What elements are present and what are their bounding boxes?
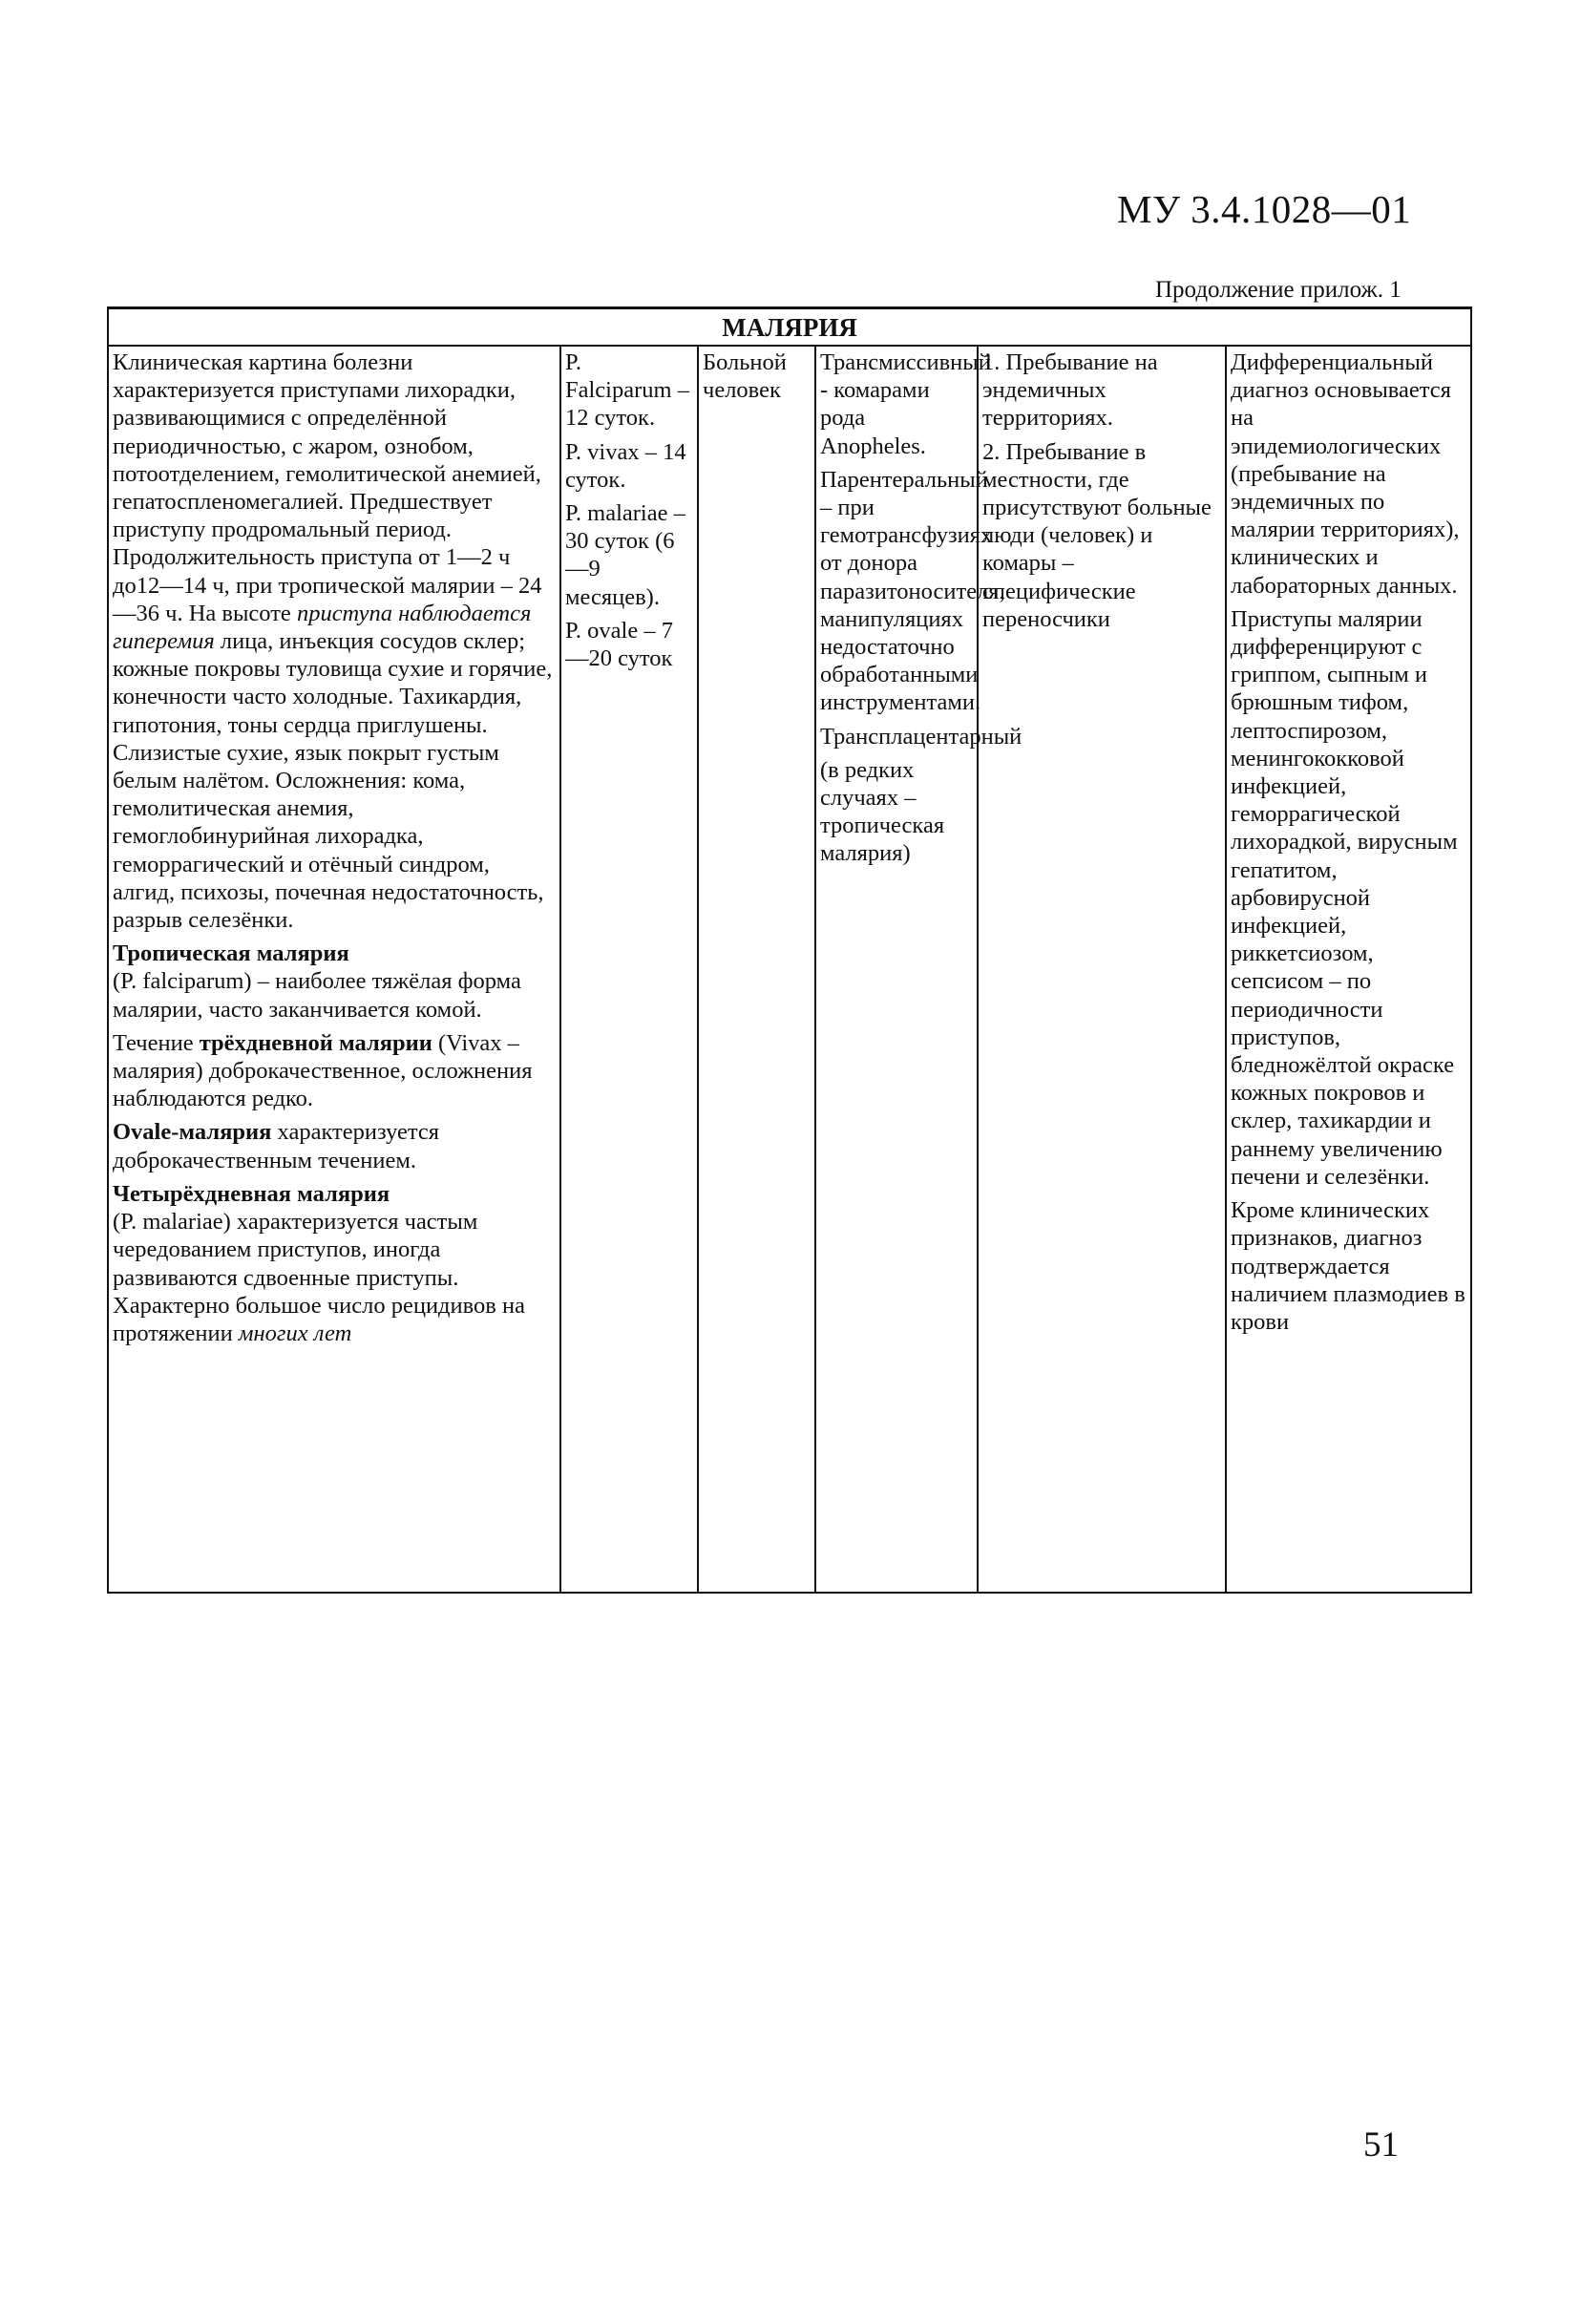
clinical-picture-cell <box>108 346 560 1593</box>
tropical-malaria-paragraph: Тропическая малярия (P. falciparum) – наиболее тяжёлая форма малярии, часто заканчивается комой. <box>113 940 521 1023</box>
incubation-ovale: P. ovale – 7—20 суток <box>565 617 673 672</box>
risk-factors-cell <box>978 346 1226 1593</box>
clinical-intro: Клиническая картина болезни характеризуется приступами лихорадки, развивающимися с определённой периодичностью, с жаром, ознобом, потоотделением, гемолитической анемией, гепатоспленомегалией. Предшествует приступу продромальный период. Продолжительность приступа от 1—2 ч до12—14 ч, при тропической малярии – 24—36 ч. На высоте приступа наблюдается гиперемия лица, инъекция сосудов склер; кожные покровы туловища сухие и горячие, конечности часто холодные. Тахикардия, гипотония, тоны сердца приглушены. Слизистые сухие, язык покрыт густым белым налётом. Осложнения: кома, гемолитическая анемия, гемоглобинурийная лихорадка, геморрагический и отёчный синдром, алгид, психозы, почечная недостаточность, разрыв селезёнки. <box>113 349 553 934</box>
transmission-vector: Трансмиссивный - комарами рода Anopheles. <box>820 349 991 459</box>
risk-item-2: 2. Пребывание в местности, где присутствуют больные люди (человек) и комары – специфические переносчики <box>982 438 1212 632</box>
diagnosis-paragraph-1: Дифференциальный диагноз основывается на эпидемиологических (пребывание на эндемичных по малярии территориях), клинических и лабораторных данных. <box>1231 349 1460 599</box>
incubation-vivax: P. vivax – 14 суток. <box>565 438 686 493</box>
table-title-row <box>108 308 1471 347</box>
quartan-malaria-paragraph: Четырёхдневная малярия (P. malariae) характеризуется частым чередованием приступов, иногда развиваются сдвоенные приступы. Характерно большое число рецидивов на протяжении многих лет <box>113 1180 525 1346</box>
transmission-transplacental: Трансплацентарный <box>820 723 1022 750</box>
table-title: МАЛЯРИЯ <box>108 308 1471 347</box>
risk-item-1: 1. Пребывание на эндемичных территориях. <box>982 349 1158 432</box>
diagnosis-paragraph-2: Приступы малярии дифференцируют с гриппом, сыпным и брюшным тифом, лептоспирозом, менингококковой инфекцией, геморрагической лихорадкой, вирусным гепатитом, арбовирусной инфекцией, риккетсиозом, сепсисом – по периодичности приступов, бледножёлтой окраске кожных покровов и склер, тахикардии и раннему увеличению печени и селезёнки. <box>1231 605 1458 1190</box>
ovale-malaria-paragraph: Ovale-малярия характеризуется доброкачественным течением. <box>113 1119 440 1173</box>
incubation-malariae: P. malariae – 30 суток (6—9 месяцев). <box>565 500 685 610</box>
transmission-cell <box>815 346 1022 1593</box>
incubation-falciparum: P. Falciparum – 12 суток. <box>565 349 689 432</box>
continuation-note: Продолжение прилож. 1 <box>1155 277 1402 303</box>
table-row <box>108 346 1471 1593</box>
diagnosis-paragraph-3: Кроме клинических признаков, диагноз подтверждается наличием плазмодиев в крови <box>1231 1197 1465 1335</box>
page-number: 51 <box>1363 2125 1399 2165</box>
diagnosis-cell <box>1226 346 1471 1593</box>
document-code: МУ 3.4.1028—01 <box>1117 187 1412 231</box>
infection-source: Больной человек <box>703 349 787 404</box>
infection-source-cell <box>698 346 815 1593</box>
vivax-malaria-paragraph: Течение трёхдневной малярии (Vivax – малярия) доброкачественное, осложнения наблюдаются редко. <box>113 1029 533 1112</box>
incubation-period-cell <box>560 346 698 1593</box>
malaria-table <box>107 306 1472 1594</box>
transmission-parenteral: Парентеральный – при гемотрансфузиях от донора паразитоносителя, манипуляциях недостаточно обработанными инструментами. <box>820 466 1005 716</box>
transmission-transplacental-note: (в редких случаях – тропическая малярия) <box>820 756 945 867</box>
